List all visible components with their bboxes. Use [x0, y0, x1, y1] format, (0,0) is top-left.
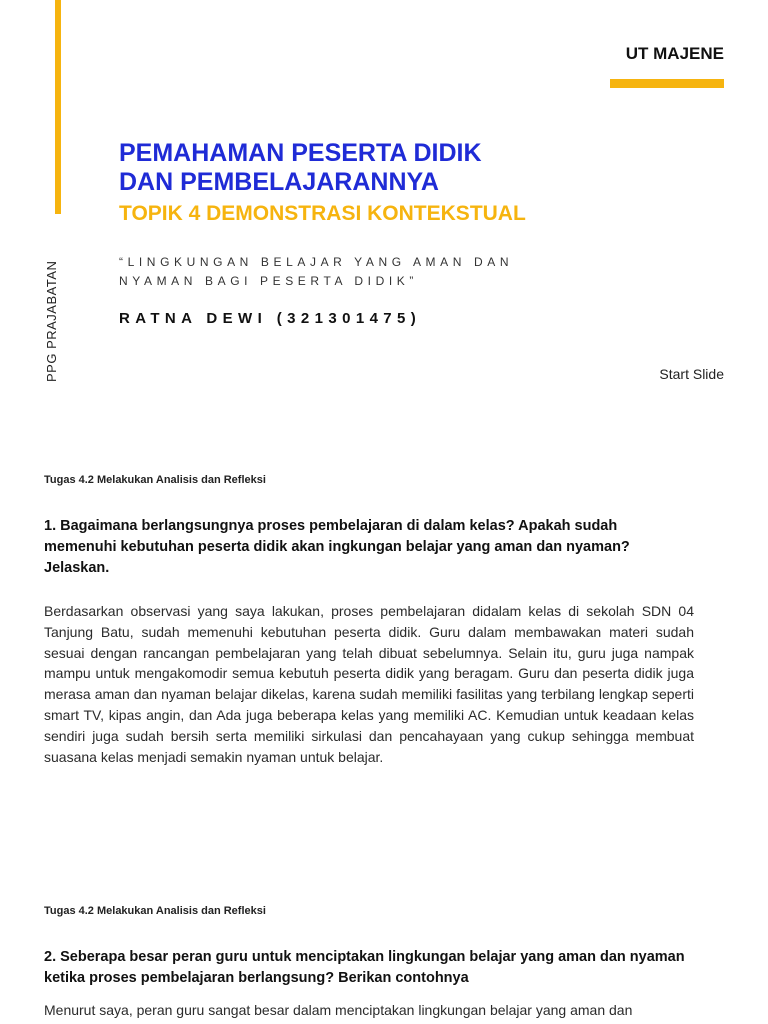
start-slide-link[interactable]: Start Slide	[659, 366, 724, 382]
main-title-line-1: PEMAHAMAN PESERTA DIDIK	[119, 139, 482, 167]
main-title	[119, 139, 739, 197]
cover-slide	[0, 0, 768, 410]
side-label: PPG PRAJABATAN	[44, 260, 59, 382]
task-answer: Berdasarkan observasi yang saya lakukan, proses pembelajaran didalam kelas di sekolah SDN 04 Tanjung Batu, sudah memenuhi kebutuhan peserta didik. Guru dalam membawakan materi sudah sesuai dengan rancangan pembelajaran yang telah dibuat sebelumnya. Selain itu, guru juga nampak mampu untuk mengakomodir semua kebutuh peserta didik yang beragam. Guru dan peserta didik juga merasa aman dan nyaman belajar dikelas, karena sudah memiliki fasilitas yang terbilang lengkap seperti smart TV, kipas angin, dan Ada juga beberapa kelas yang memiliki AC. Kemudian untuk keadaan kelas sendiri juga sudah bersih serta memiliki sirkulasi dan pencahayaan yang cukup sehingga membuat suasana kelas menjadi semakin nyaman untuk belajar.	[44, 603, 694, 765]
task-question: 2. Seberapa besar peran guru untuk menciptakan lingkungan belajar yang aman dan nyaman ketika proses pembelajaran berlangsung? Berikan contohnya	[44, 949, 685, 986]
task-heading: Tugas 4.2 Melakukan Analisis dan Refleksi	[44, 905, 266, 917]
topic-subtitle: TOPIK 4 DEMONSTRASI KONTEKSTUAL	[119, 202, 526, 225]
author-name: RATNA DEWI (321301475)	[119, 310, 422, 327]
task-heading: Tugas 4.2 Melakukan Analisis dan Refleksi	[44, 474, 266, 486]
quote-text: “LINGKUNGAN BELAJAR YANG AMAN DAN NYAMAN BAGI PESERTA DIDIK”	[119, 255, 514, 288]
accent-bar-vertical	[55, 0, 61, 214]
org-name: UT MAJENE	[625, 44, 724, 63]
accent-bar-horizontal	[610, 79, 724, 88]
task-question: 1. Bagaimana berlangsungnya proses pembelajaran di dalam kelas? Apakah sudah memenuhi kebutuhan peserta didik akan ingkungan belajar yang aman dan nyaman? Jelaskan.	[44, 518, 630, 576]
main-title-line-2: DAN PEMBELAJARANNYA	[119, 168, 439, 196]
task-answer: Menurut saya, peran guru sangat besar dalam menciptakan lingkungan belajar yang aman dan	[44, 1002, 633, 1018]
